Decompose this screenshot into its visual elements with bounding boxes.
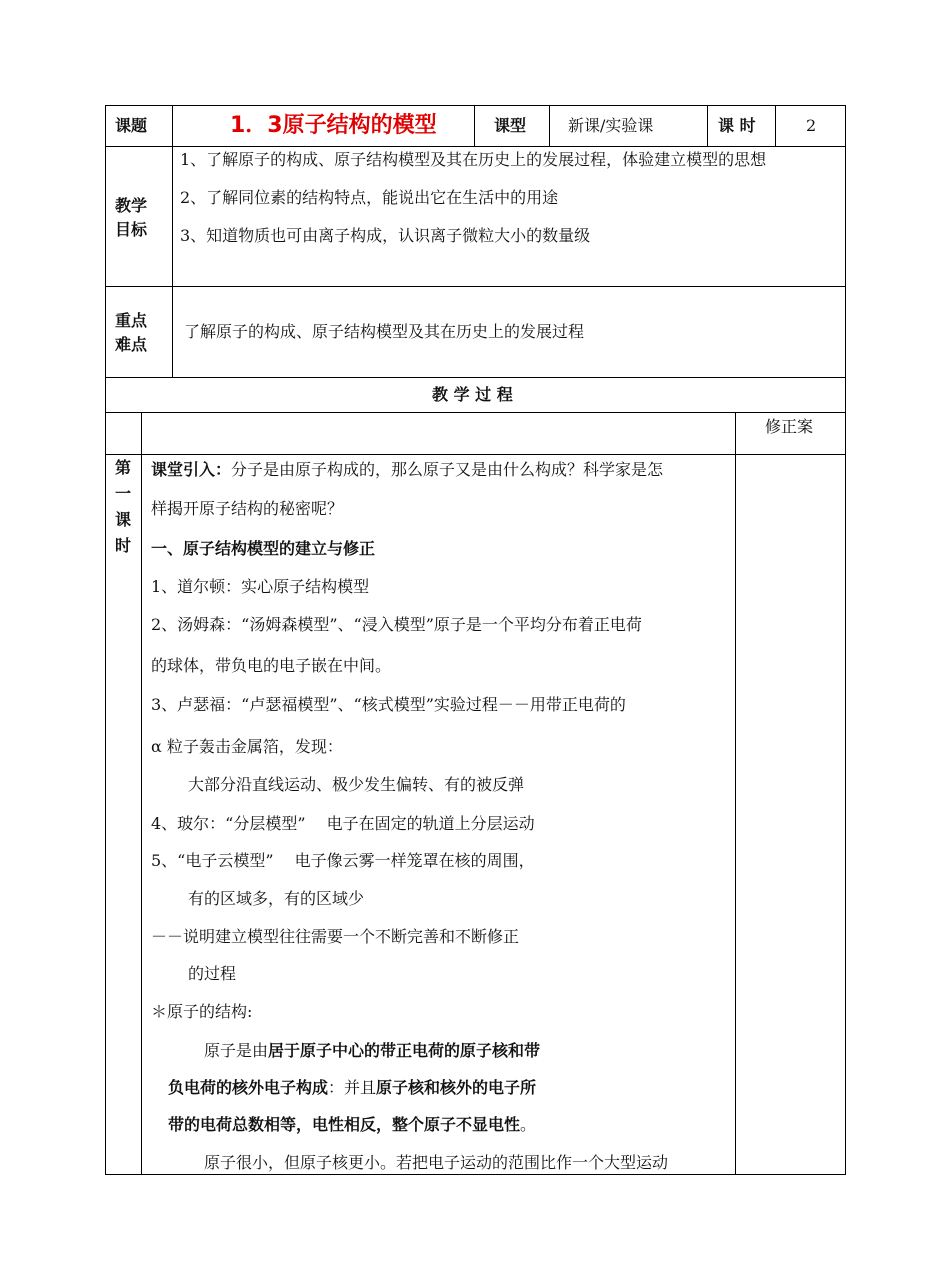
- session-label-char: 时: [115, 536, 132, 555]
- paragraph: α 粒子轰击金属箔，发现：: [151, 737, 343, 756]
- paragraph: 5、“电子云模型” 电子像云雾一样笼罩在核的周围，: [151, 851, 535, 870]
- table-border-right: [845, 105, 846, 1175]
- session-label-char: 第: [115, 458, 132, 477]
- keypoints-label-line2: 难点: [115, 335, 148, 354]
- structure-bold: 带的电荷总数相等，电性相反，整个原子不显电性: [168, 1115, 521, 1134]
- keypoints-text: 了解原子的构成、原子结构模型及其在历史上的发展过程: [184, 322, 585, 341]
- col-divider: [549, 105, 550, 146]
- paragraph: 4、玻尔：“分层模型” 电子在固定的轨道上分层运动: [151, 814, 535, 833]
- label-topic: 课题: [115, 116, 148, 135]
- col-divider: [735, 412, 736, 1174]
- paragraph: 大部分沿直线运动、极少发生偏转、有的被反弹: [188, 775, 525, 794]
- col-divider: [172, 105, 173, 378]
- session-label-char: 课: [115, 510, 132, 529]
- paragraph: 的球体，带负电的电子嵌在中间。: [151, 656, 392, 675]
- keypoints-label-line1: 重点: [115, 311, 148, 330]
- session-label-char: 一: [115, 484, 132, 503]
- structure-bold: 负电荷的核外电子构成: [168, 1078, 329, 1097]
- topic-title: 1．3原子结构的模型: [230, 113, 437, 138]
- structure-line: [168, 1115, 536, 1135]
- objectives-label-line2: 目标: [115, 220, 148, 239]
- section-heading: 一、原子结构模型的建立与修正: [151, 539, 376, 558]
- col-divider: [141, 412, 142, 1174]
- table-border-bottom: [105, 1174, 846, 1175]
- objective-item: 3、知道物质也可由离子构成，认识离子微粒大小的数量级: [180, 226, 591, 245]
- row-divider: [105, 146, 846, 147]
- table-border-left: [105, 105, 106, 1175]
- paragraph: 有的区域多，有的区域少: [188, 889, 365, 908]
- paragraph: －－说明建立模型往往需要一个不断完善和不断修正: [151, 927, 520, 946]
- label-periods: 课 时: [718, 116, 756, 135]
- lesson-type-value: 新课/实验课: [568, 116, 654, 135]
- revision-label: 修正案: [765, 417, 814, 436]
- paragraph: 2、汤姆森：“汤姆森模型”、“浸入模型”原子是一个平均分布着正电荷: [151, 615, 642, 634]
- paragraph: 3、卢瑟福：“卢瑟福模型”、“核式模型”实验过程－－用带正电荷的: [151, 695, 626, 714]
- structure-text: ：并且: [328, 1078, 377, 1097]
- col-divider: [707, 105, 708, 146]
- intro-label: 课堂引入：: [151, 460, 232, 479]
- paragraph: 1、道尔顿：实心原子结构模型: [151, 577, 370, 596]
- row-divider: [105, 377, 846, 378]
- periods-value: 2: [806, 116, 817, 135]
- table-border-top: [105, 105, 846, 106]
- objective-item: 2、了解同位素的结构特点，能说出它在生活中的用途: [180, 188, 559, 207]
- label-lesson-type: 课型: [494, 116, 527, 135]
- intro-text: 分子是由原子构成的，那么原子又是由什么构成？科学家是怎: [231, 460, 664, 479]
- row-divider: [105, 286, 846, 287]
- structure-text: 原子是由: [204, 1041, 269, 1060]
- paragraph: 原子很小，但原子核更小。若把电子运动的范围比作一个大型运动: [204, 1153, 669, 1172]
- paragraph: 的过程: [188, 964, 237, 983]
- intro-line-2: 样揭开原子结构的秘密呢？: [151, 499, 344, 518]
- col-divider: [775, 105, 776, 146]
- intro-line: [151, 460, 663, 480]
- structure-line: [204, 1041, 540, 1061]
- process-heading: 教 学 过 程: [432, 385, 513, 404]
- structure-text: 。: [520, 1115, 537, 1134]
- objectives-label-line1: 教学: [115, 196, 148, 215]
- structure-heading: ＊原子的结构:: [151, 1002, 253, 1021]
- structure-line: [168, 1078, 536, 1098]
- structure-bold: 居于原子中心的带正电荷的原子核和带: [268, 1041, 541, 1060]
- objective-item: 1、了解原子的构成、原子结构模型及其在历史上的发展过程，体验建立模型的思想: [180, 150, 767, 169]
- col-divider: [474, 105, 475, 146]
- structure-bold: 原子核和核外的电子所: [376, 1078, 537, 1097]
